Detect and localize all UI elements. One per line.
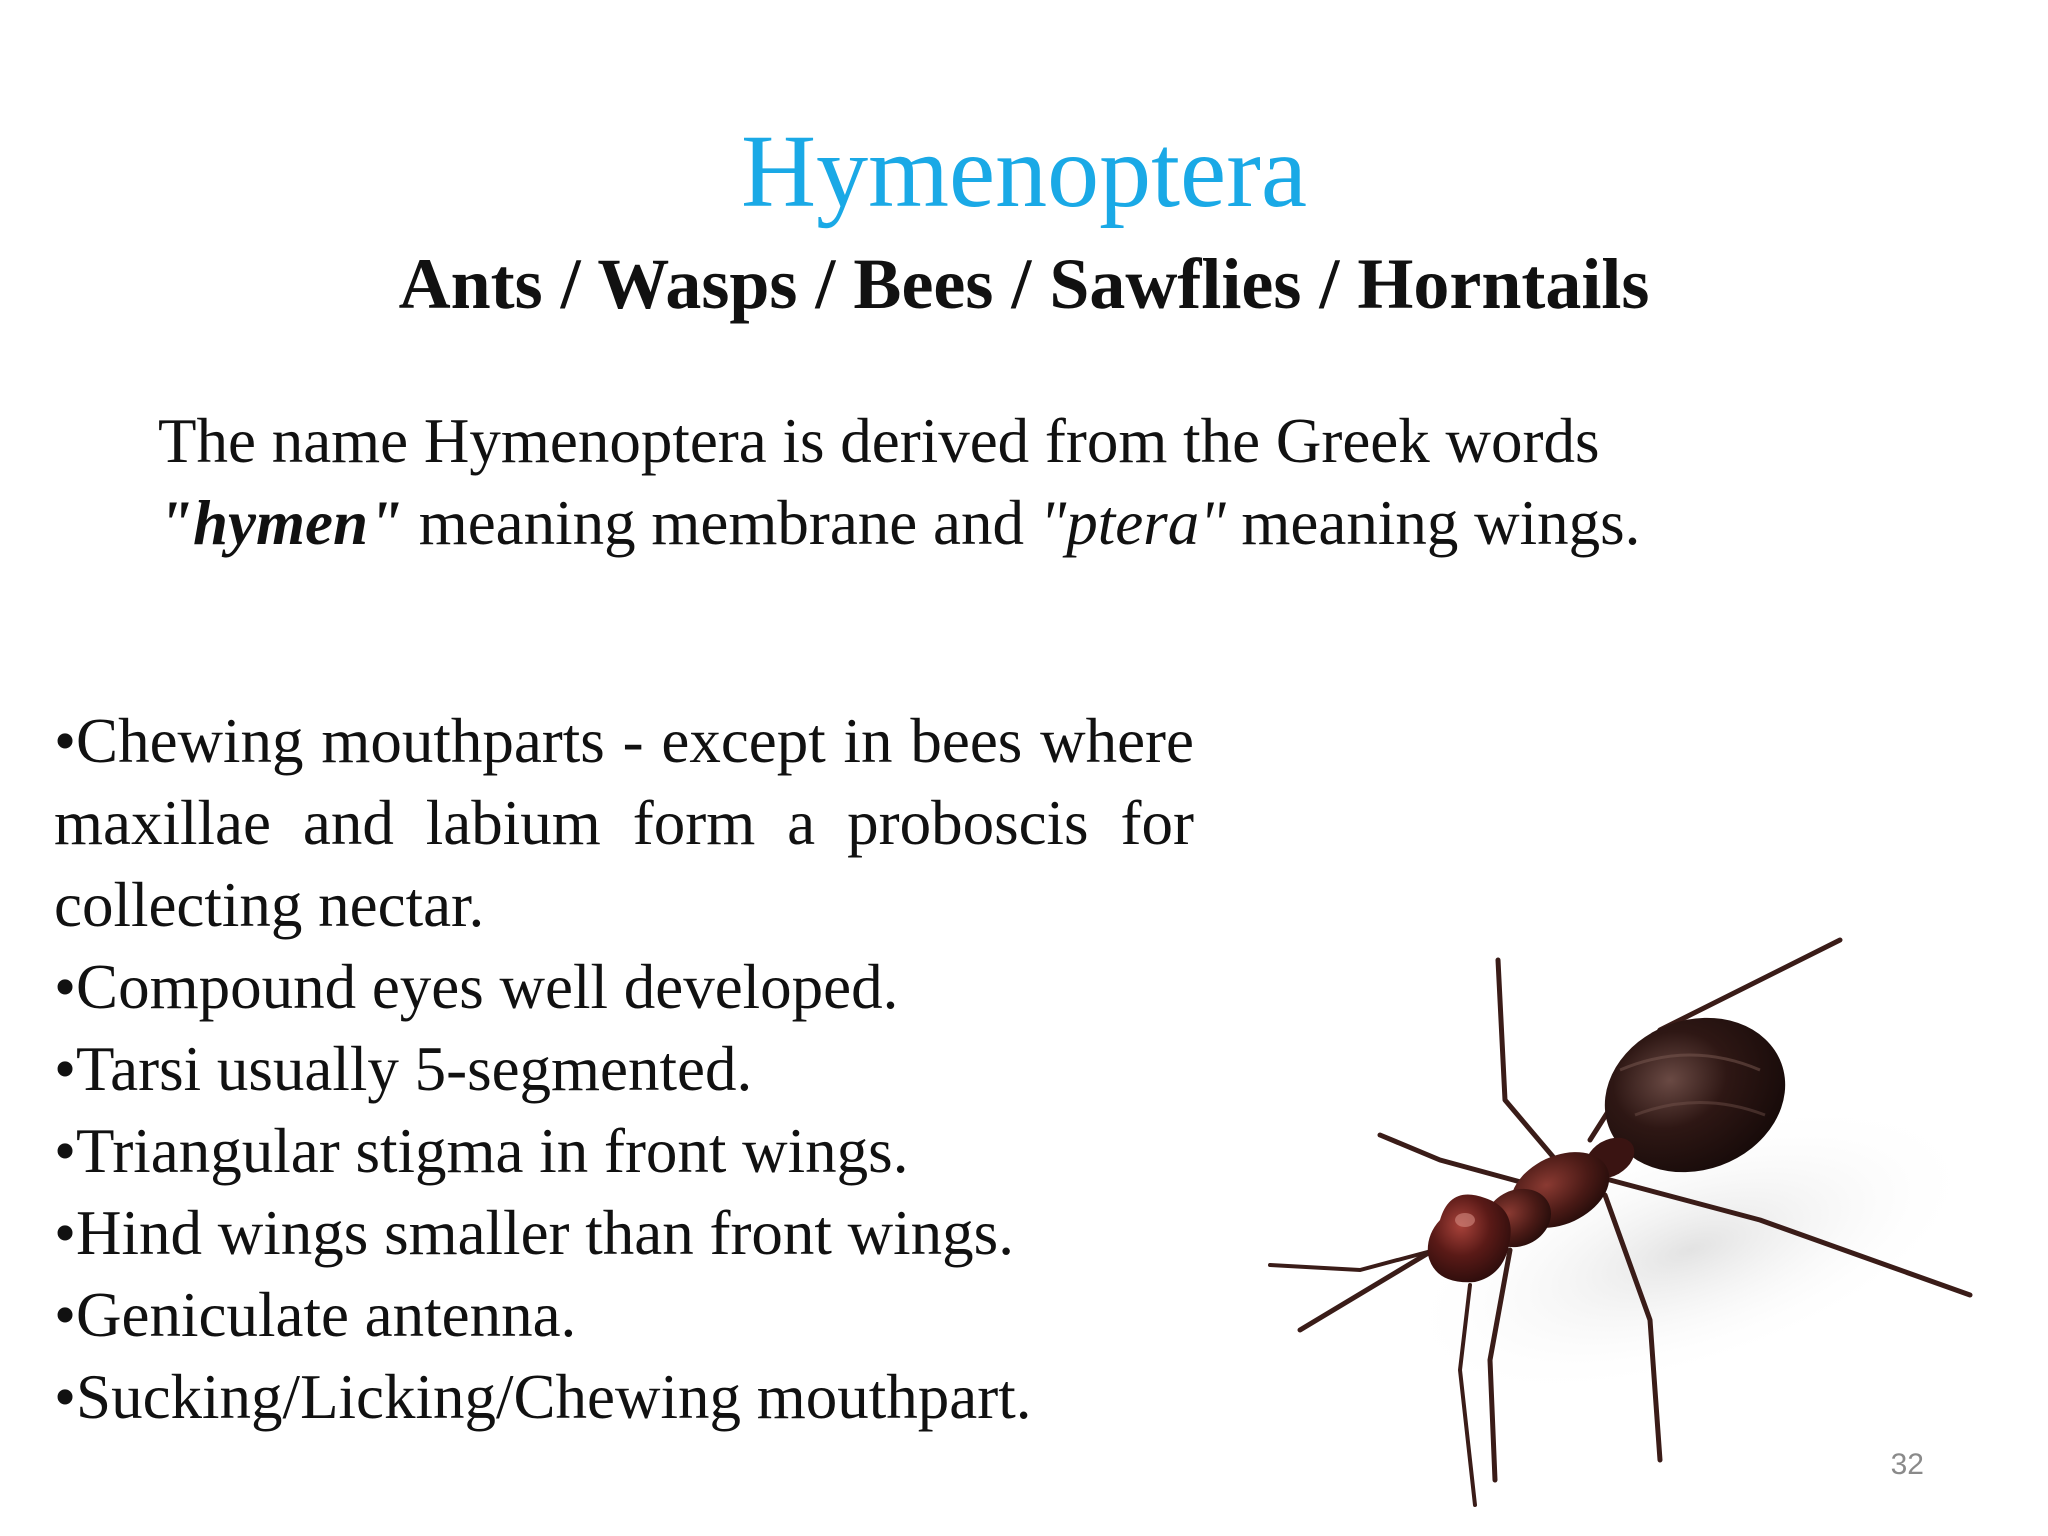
list-item: •Chewing mouthparts - except in bees where maxillae and labium form a proboscis for collecting nectar.	[54, 706, 1194, 940]
term-ptera: "ptera"	[1039, 488, 1226, 558]
intro-paragraph	[158, 400, 1858, 564]
term-hymen: "hymen"	[158, 488, 403, 558]
slide-title: Hymenoptera	[740, 114, 1307, 229]
page-number: 32	[1890, 1448, 1924, 1481]
intro-line-1: The name Hymenoptera is derived from the Greek words	[158, 406, 1600, 476]
slide-subtitle: Ants / Wasps / Bees / Sawflies / Horntails	[398, 244, 1650, 324]
intro-mid: meaning membrane and	[402, 488, 1040, 558]
list-item: •Sucking/Licking/Chewing mouthpart.	[54, 1362, 1032, 1432]
ant-photo	[1260, 920, 2000, 1510]
intro-end: meaning wings.	[1225, 488, 1641, 558]
list-item: •Compound eyes well developed.	[54, 952, 899, 1022]
list-item: •Geniculate antenna.	[54, 1280, 577, 1350]
characteristics-list	[54, 700, 1194, 1438]
list-item: •Triangular stigma in front wings.	[54, 1116, 909, 1186]
list-item: •Tarsi usually 5-segmented.	[54, 1034, 753, 1104]
list-item: •Hind wings smaller than front wings.	[54, 1198, 1014, 1268]
